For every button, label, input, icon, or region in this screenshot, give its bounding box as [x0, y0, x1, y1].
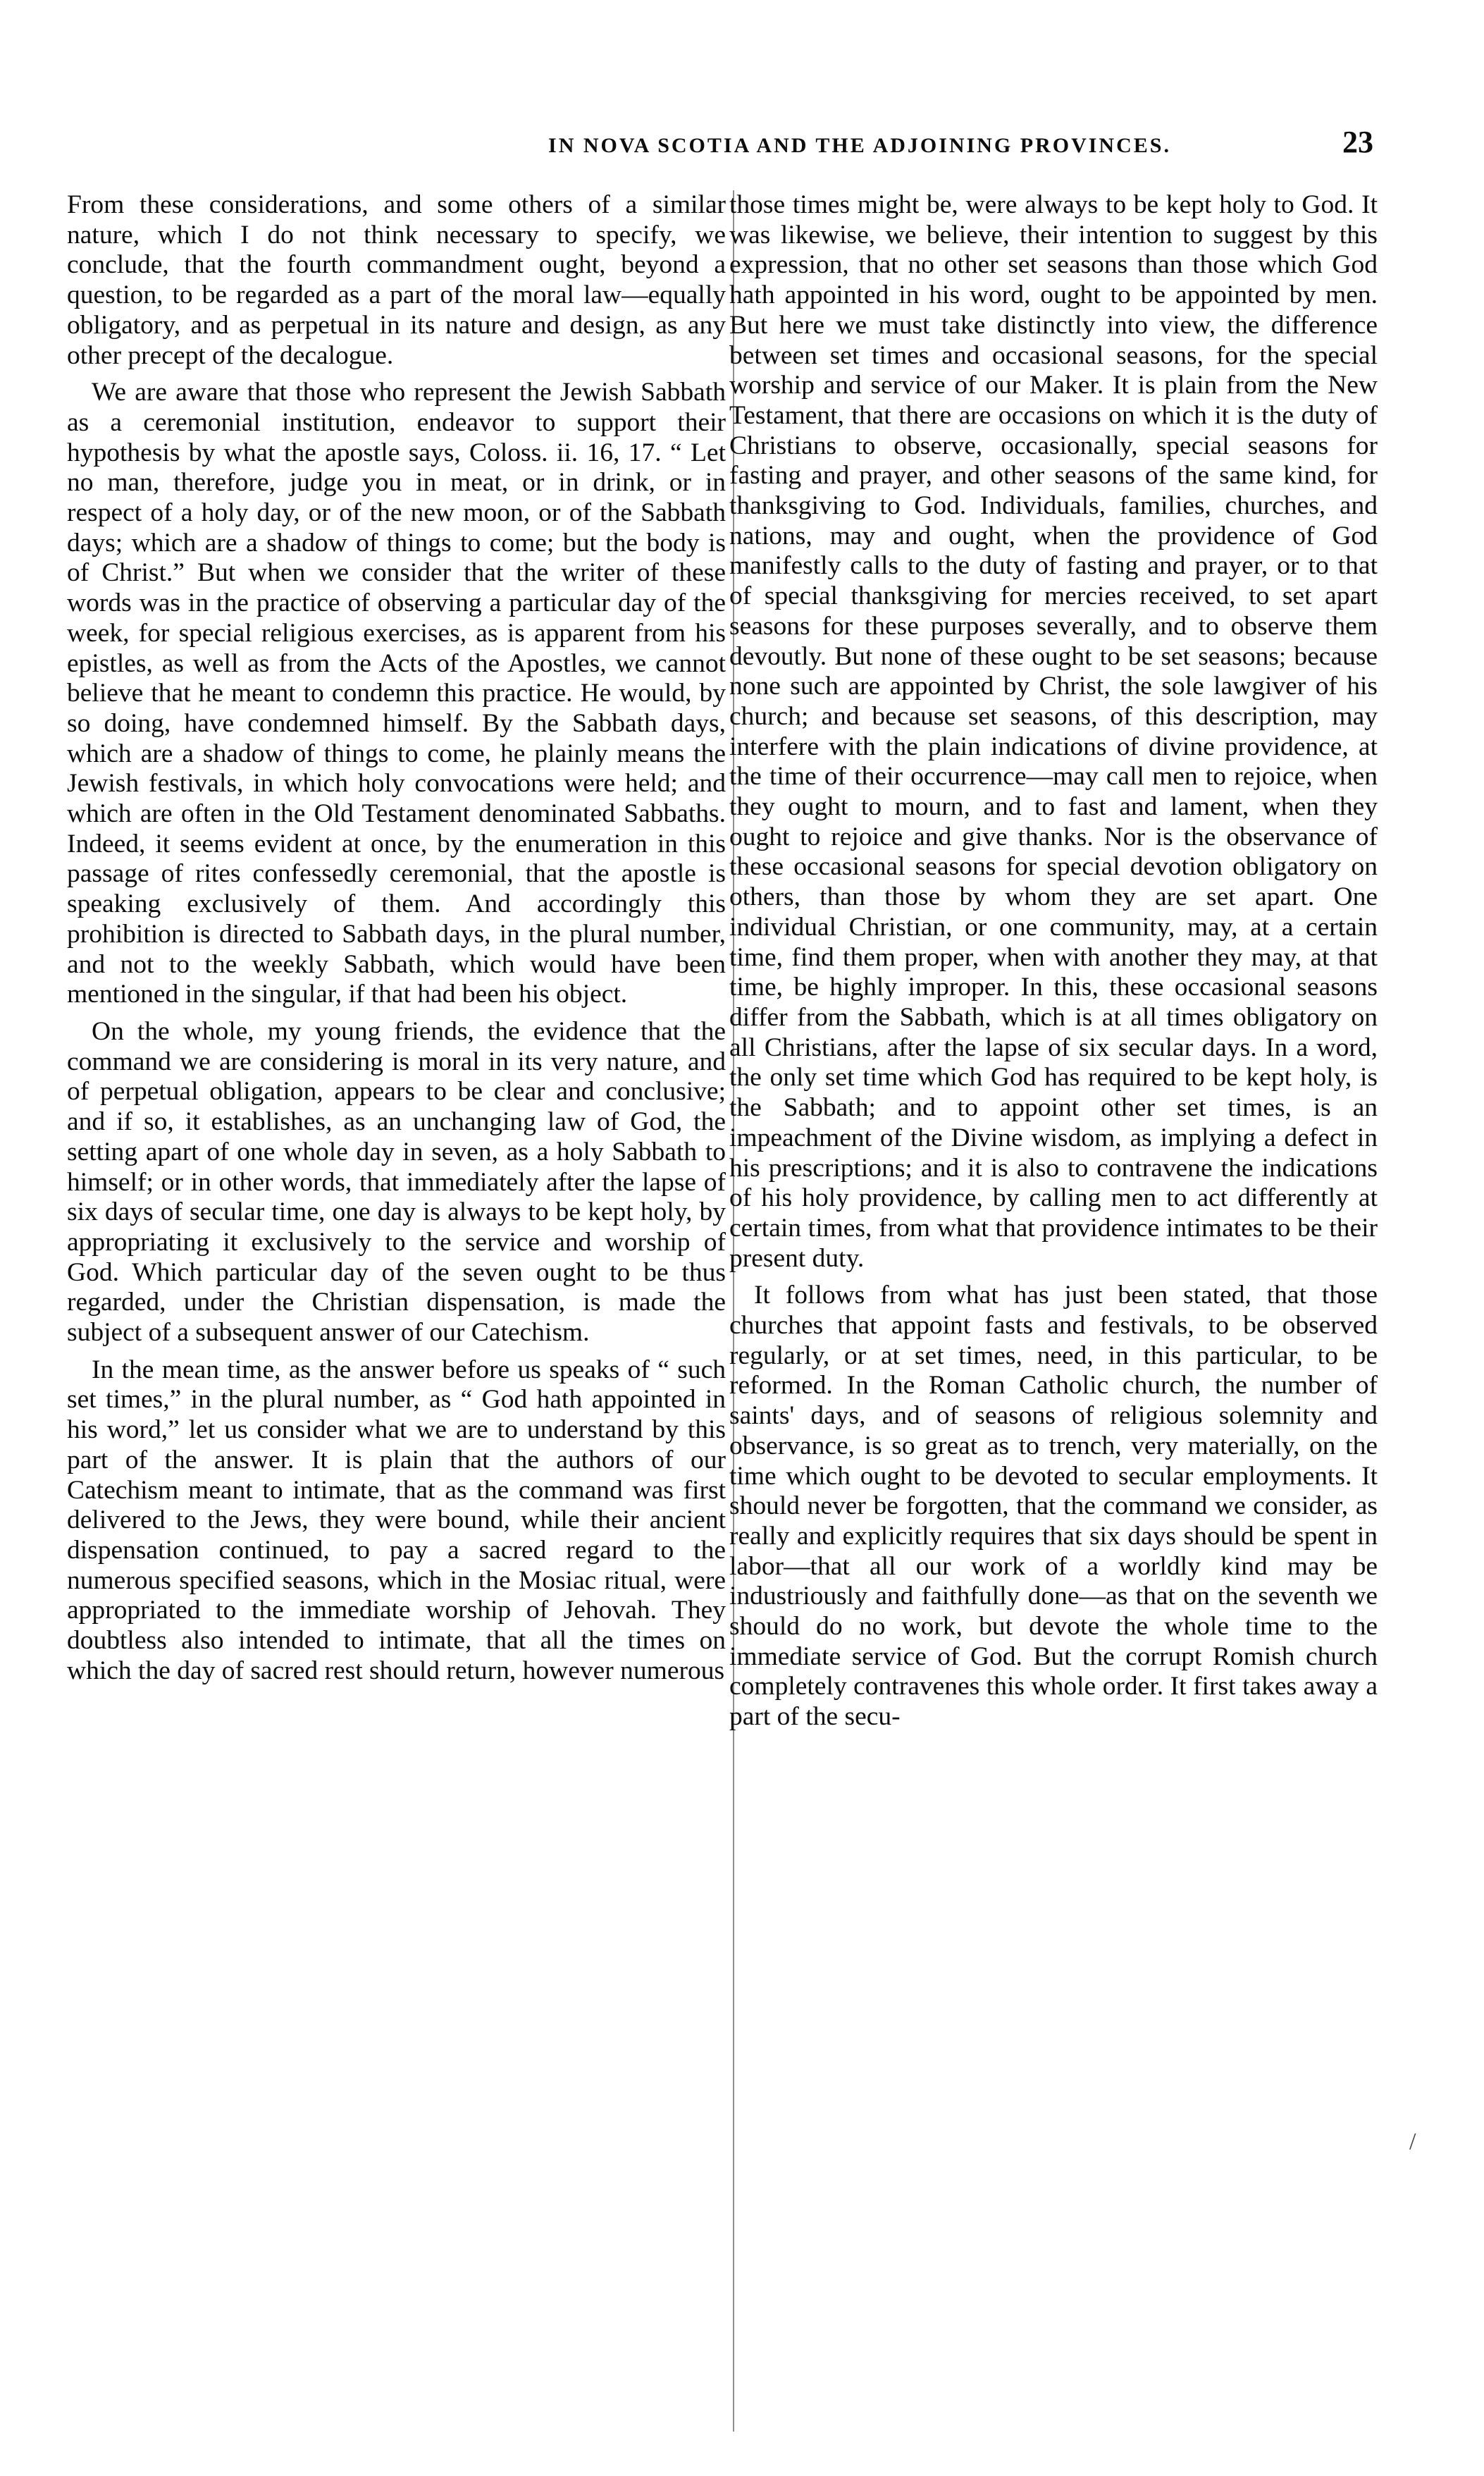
page-number: 23: [1342, 125, 1373, 159]
paragraph: It follows from what has just been stated, that those churches that appoint fasts and festivals, to be observed regularly, or at set times, need, in this particular, to be reformed. In the Roman Catholic church, the number of saints' days, and of seasons of religious solemnity and observance, is so great as to trench, very materially, on the time which ought to be devoted to secular employments. It should never be forgotten, that the command we consider, as really and explicitly requires that six days should be spent in labor—that all our work of a worldly kind may be industriously and faithfully done—as that on the seventh we should do no work, but devote the whole time to the immediate service of God. But the corrupt Romish church completely contravenes this whole order. It first takes away a part of the secu-: [729, 1281, 1378, 1732]
running-title: IN NOVA SCOTIA AND THE ADJOINING PROVINCES.: [548, 134, 1171, 157]
paragraph: In the mean time, as the answer before us speaks of “ such set times,” in the plural number, as “ God hath appointed in his word,” let us consider what we are to understand by this part of the answer. It is plain that the authors of our Catechism meant to intimate, that as the command was first delivered to the Jews, they were bound, while their ancient dispensation continued, to pay a sacred regard to the numerous specified seasons, which in the Mosiac ritual, were appropriated to the immediate worship of Jehovah. They doubtless also intended to intimate, that all the times on which the day of sacred rest should return, however numerous: [67, 1355, 726, 1685]
paragraph: On the whole, my young friends, the evidence that the command we are considering is moral in its very nature, and of perpetual obligation, appears to be clear and conclusive; and if so, it establishes, as an unchanging law of God, the setting apart of one whole day in seven, as a holy Sabbath to himself; or in other words, that immediately after the lapse of six days of secular time, one day is always to be kept holy, by appropriating it exclusively to the service and worship of God. Which particular day of the seven ought to be thus regarded, under the Christian dispensation, is made the subject of a subsequent answer of our Catechism.: [67, 1016, 726, 1348]
right-column: [729, 190, 1378, 2439]
paragraph: From these considerations, and some others of a similar nature, which I do not think necessary to specify, we conclude, that the fourth commandment ought, beyond a question, to be regarded as a part of the moral law—equally obligatory, and as perpetual in its nature and design, as any other precept of the decalogue.: [67, 190, 726, 370]
paragraph: those times might be, were always to be kept holy to God. It was likewise, we believe, their intention to suggest by this expression, that no other set seasons than those which God hath appointed in his word, ought to be appointed by men. But here we must take distinctly into view, the difference between set times and occasional seasons, for the special worship and service of our Maker. It is plain from the New Testament, that there are occasions on which it is the duty of Christians to observe, occasionally, special seasons for fasting and prayer, and other seasons of the same kind, for thanksgiving to God. Individuals, families, churches, and nations, may and ought, when the providence of God manifestly calls to the duty of fasting and prayer, or to that of special thanksgiving for mercies received, to set apart seasons for these purposes severally, and to observe them devoutly. But none of these ought to be set seasons; because none such are appointed by Christ, the sole lawgiver of his church; and because set seasons, of this description, may interfere with the plain indications of divine providence, at the time of their occurrence—may call men to rejoice, when they ought to mourn, and to fast and lament, when they ought to rejoice and give thanks. Nor is the observance of these occasional seasons for special devotion obligatory on others, than those by whom they are set apart. One individual Christian, or one community, may, at a certain time, find them proper, when with another they may, at that time, be highly improper. In this, these occasional seasons differ from the Sabbath, which is at all times obligatory on all Christians, after the lapse of six secular days. In a word, the only set time which God has required to be kept holy, is the Sabbath; and to appoint other set times, is an impeachment of the Divine wisdom, as implying a defect in his prescriptions; and it is also to contravene the indications of his holy providence, by calling men to act differently at certain times, from what that providence intimates to be their present duty.: [729, 190, 1378, 1273]
margin-mark: /: [1409, 2129, 1416, 2155]
left-column: [67, 190, 726, 2439]
paragraph: We are aware that those who represent the Jewish Sabbath as a ceremonial institution, endeavor to support their hypothesis by what the apostle says, Coloss. ii. 16, 17. “ Let no man, therefore, judge you in meat, or in drink, or in respect of a holy day, or of the new moon, or of the Sabbath days; which are a shadow of things to come; but the body is of Christ.” But when we consider that the writer of these words was in the practice of observing a particular day of the week, for special religious exercises, as is apparent from his epistles, as well as from the Acts of the Apostles, we cannot believe that he meant to condemn this practice. He would, by so doing, have condemned himself. By the Sabbath days, which are a shadow of things to come, he plainly means the Jewish festivals, in which holy convocations were held; and which are often in the Old Testament denominated Sabbaths. Indeed, it seems evident at once, by the enumeration in this passage of rites confessedly ceremonial, that the apostle is speaking exclusively of them. And accordingly this prohibition is directed to Sabbath days, in the plural number, and not to the weekly Sabbath, which would have been mentioned in the singular, if that had been his object.: [67, 378, 726, 1009]
